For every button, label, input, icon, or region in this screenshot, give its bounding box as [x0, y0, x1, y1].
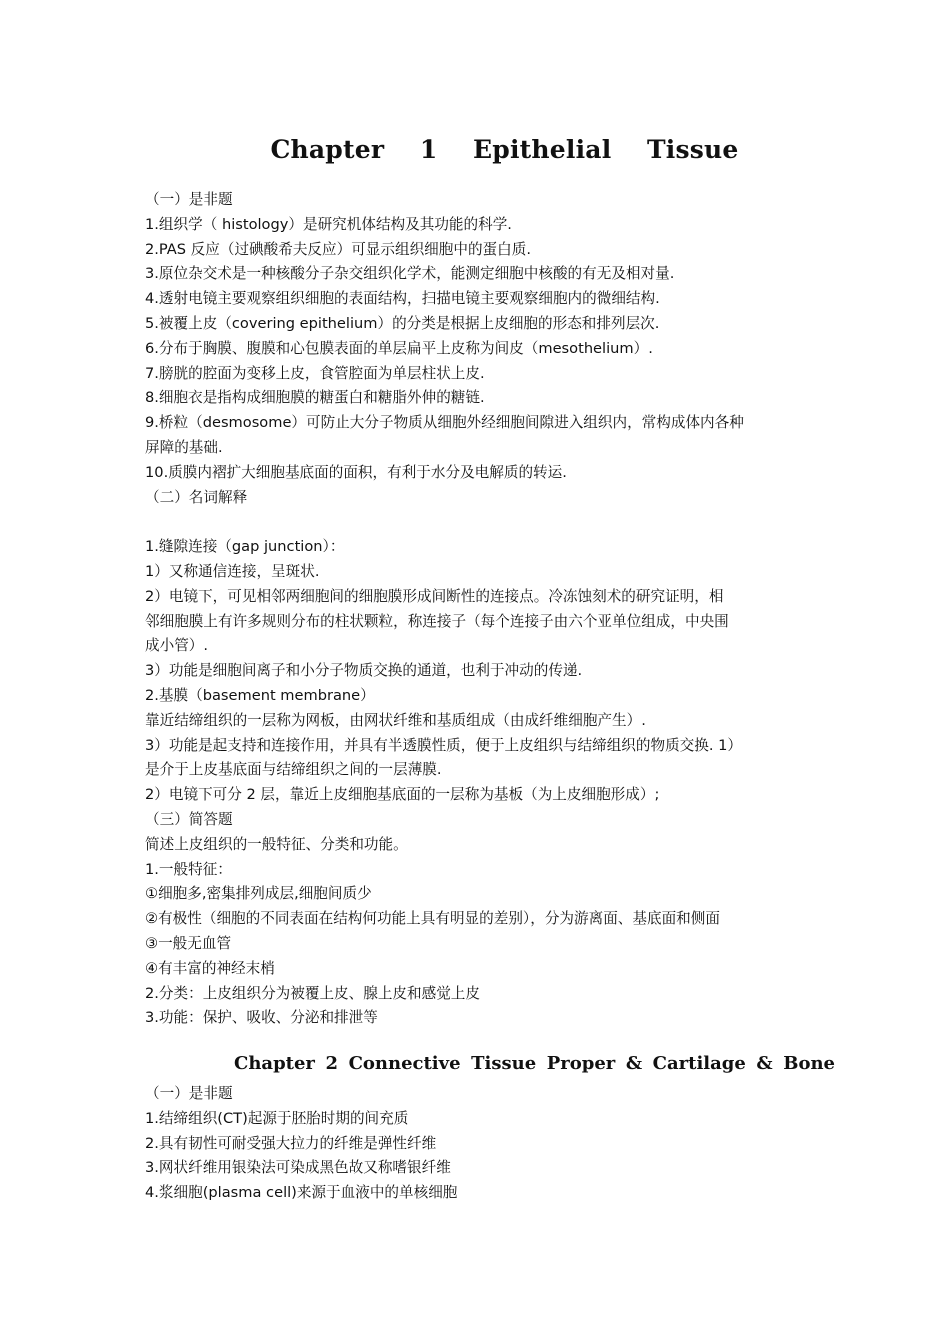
- text-line: 9.桥粒（desmosome）可防止大分子物质从细胞外经细胞间隙进入组织内，常构成体内各种: [145, 414, 744, 432]
- chapter-2-title: [234, 1050, 835, 1078]
- text-line: 1.缝隙连接（gap junction）：: [145, 538, 345, 556]
- text-line: 2.基膜（basement membrane）: [145, 686, 375, 704]
- chapter-1-title: Chapter 1 Epithelial Tissue: [270, 135, 739, 164]
- text-line: ②有极性（细胞的不同表面在结构何功能上具有明显的差别），分为游离面、基底面和侧面: [145, 910, 720, 928]
- chapter-1-body: [145, 188, 810, 1031]
- text-line: 邻细胞膜上有许多规则分布的柱状颗粒，称连接子（每个连接子由六个亚单位组成，中央围: [145, 612, 729, 630]
- section-heading-true-false: （一）是非题: [145, 191, 233, 208]
- chapter-2-title-word: Proper: [546, 1053, 616, 1074]
- section-heading-short-answer: （三）简答题: [145, 810, 233, 828]
- text-line: ①细胞多,密集排列成层,细胞间质少: [145, 885, 372, 903]
- text-line: 2.具有韧性可耐受强大拉力的纤维是弹性纤维: [145, 1134, 437, 1152]
- chapter-2-title-word: Connective: [348, 1053, 461, 1074]
- section-heading-true-false: （一）是非题: [145, 1085, 233, 1102]
- text-line: 1.一般特征：: [145, 860, 232, 878]
- text-line: 2.分类：上皮组织分为被覆上皮、腺上皮和感觉上皮: [145, 984, 480, 1002]
- text-line: 3）功能是起支持和连接作用，并具有半透膜性质，便于上皮组织与结缔组织的物质交换. 1）: [145, 736, 743, 754]
- text-line: 10.质膜内褶扩大细胞基底面的面积，有利于水分及电解质的转运.: [145, 463, 567, 481]
- text-line: 2）电镜下，可见相邻两细胞间的细胞膜形成间断性的连接点。冷冻蚀刻术的研究证明，相: [145, 587, 724, 605]
- text-line: 3.网状纤维用银染法可染成黑色故又称嗜银纤维: [145, 1159, 451, 1177]
- blank-line: [145, 510, 810, 535]
- text-line: 1）又称通信连接，呈斑状.: [145, 562, 320, 580]
- text-line: 简述上皮组织的一般特征、分类和功能。: [145, 835, 408, 853]
- chapter-2-body: [145, 1082, 810, 1206]
- text-line: 是介于上皮基底面与结缔组织之间的一层薄膜.: [145, 761, 442, 779]
- text-line: 2.PAS 反应（过碘酸希夫反应）可显示组织细胞中的蛋白质.: [145, 240, 531, 258]
- text-line: 靠近结缔组织的一层称为网板，由网状纤维和基质组成（由成纤维细胞产生）.: [145, 711, 646, 729]
- text-line: 1.组织学（ histology）是研究机体结构及其功能的科学.: [145, 215, 512, 233]
- text-line: 3）功能是细胞间离子和小分子物质交换的通道，也利于冲动的传递.: [145, 662, 583, 680]
- text-line: 6.分布于胸膜、腹膜和心包膜表面的单层扁平上皮称为间皮（mesothelium）.: [145, 339, 653, 357]
- chapter-2-title-word: Tissue: [471, 1053, 537, 1074]
- chapter-2-title-word: Bone: [783, 1053, 835, 1074]
- text-line: 4.透射电镜主要观察组织细胞的表面结构，扫描电镜主要观察细胞内的微细结构.: [145, 290, 660, 308]
- text-line: 2）电镜下可分 2 层，靠近上皮细胞基底面的一层称为基板（为上皮细胞形成）;: [145, 786, 660, 804]
- text-line: 3.原位杂交术是一种核酸分子杂交组织化学术，能测定细胞中核酸的有无及相对量.: [145, 265, 675, 283]
- text-line: 1.结缔组织(CT)起源于胚胎时期的间充质: [145, 1109, 409, 1127]
- chapter-2-title-word: 2: [325, 1053, 339, 1074]
- text-line: 8.细胞衣是指构成细胞膜的糖蛋白和糖脂外伸的糖链.: [145, 389, 485, 407]
- text-line: 4.浆细胞(plasma cell)来源于血液中的单核细胞: [145, 1184, 458, 1202]
- text-line: 5.被覆上皮（covering epithelium）的分类是根据上皮细胞的形态和排列层次.: [145, 314, 660, 332]
- text-line: 7.膀胱的腔面为变移上皮，食管腔面为单层柱状上皮.: [145, 364, 485, 382]
- text-line: 屏障的基础.: [145, 438, 223, 456]
- chapter-2-title-word: Chapter: [234, 1053, 315, 1074]
- text-line: ④有丰富的神经末梢: [145, 959, 275, 977]
- chapter-2-title-word: Cartilage: [652, 1053, 746, 1074]
- section-heading-terms: （二）名词解释: [145, 488, 248, 506]
- chapter-2-title-word: &: [756, 1053, 773, 1074]
- text-line: ③一般无血管: [145, 934, 232, 952]
- text-line: 3.功能：保护、吸收、分泌和排泄等: [145, 1009, 378, 1027]
- chapter-2-title-word: &: [625, 1053, 643, 1074]
- text-line: 成小管）.: [145, 637, 209, 655]
